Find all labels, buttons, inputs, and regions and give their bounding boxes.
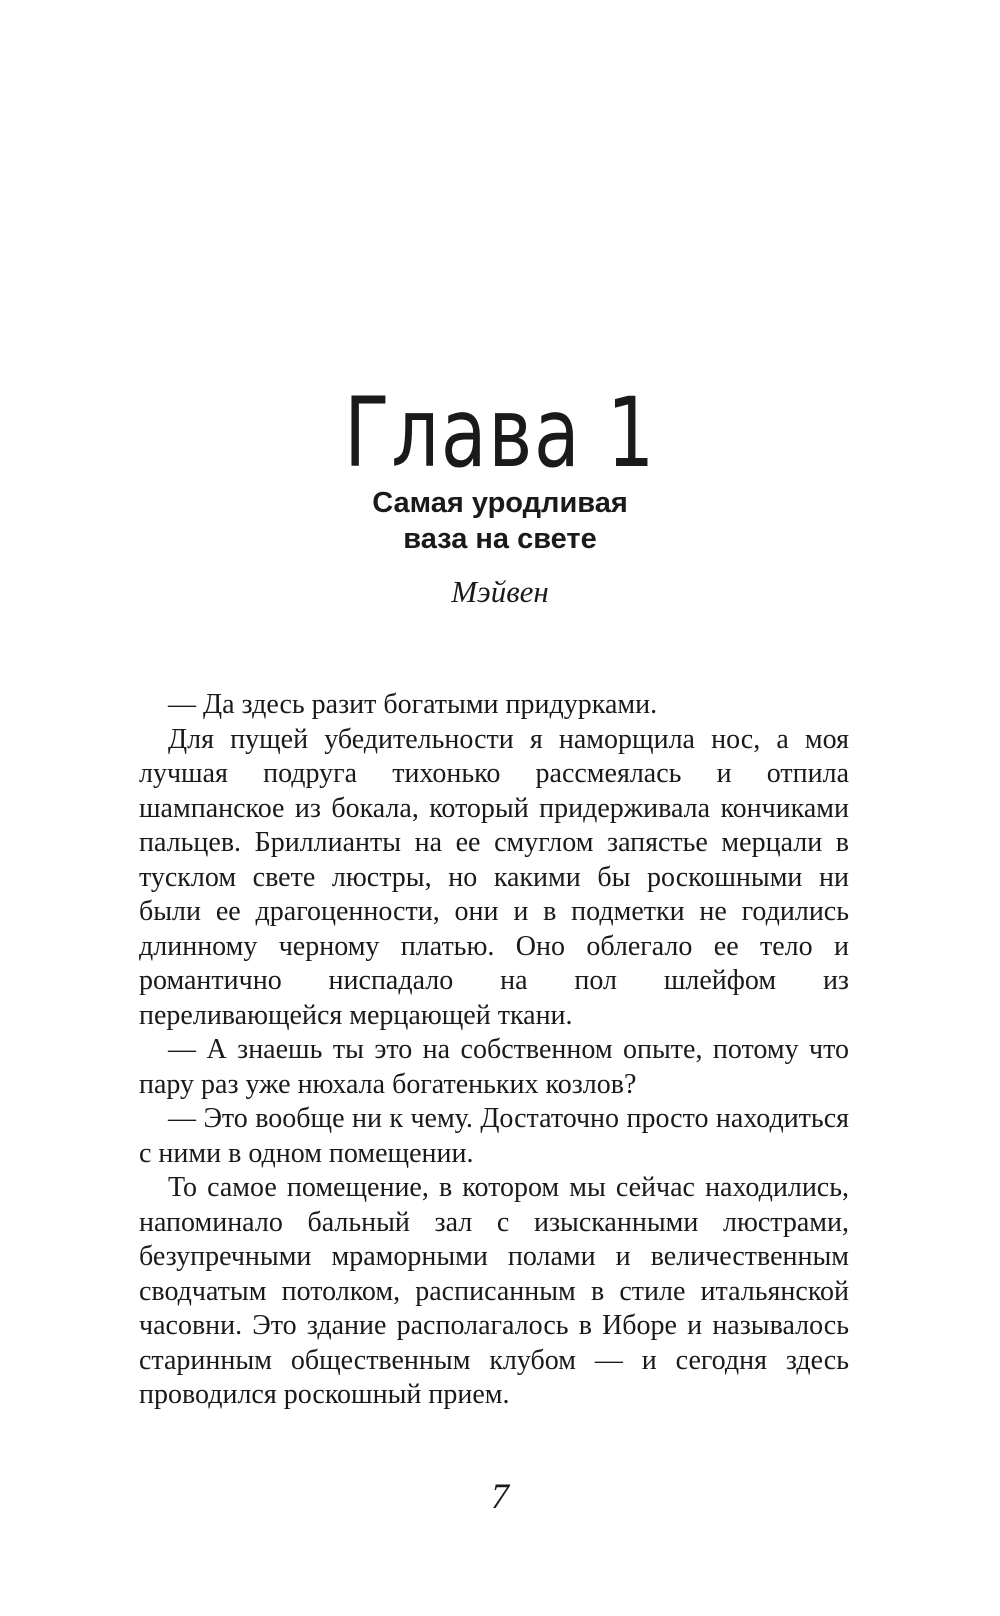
paragraph-2: Для пущей убедительности я наморщила нос, а моя лучшая подруга тихонько рассмеялась и отпила шампанское из бокала, который придерживала кончиками пальцев. Бриллианты на ее смуглом запястье мерцали в тусклом свете люстры, но какими бы роскошными ни были ее драгоценности, они и в подметки не годились длинному черному платью. Оно облегало ее тело и романтично ниспадало на пол шлейфом из переливающейся мерцающей ткани. <box>139 723 849 1031</box>
chapter-heading: Глава 1 <box>344 377 656 489</box>
paragraph-3: — А знаешь ты это на собственном опыте, потому что пару раз уже нюхала богатеньких козлов? <box>139 1034 849 1100</box>
chapter-title-line-2: ваза на свете <box>403 523 597 555</box>
chapter-narrator: Мэйвен <box>451 574 549 609</box>
body-text <box>139 688 849 1413</box>
chapter-title-line-1: Самая уродливая <box>372 487 628 519</box>
paragraph-5: То самое помещение, в котором мы сейчас находились, напоминало бальный зал с изысканными люстрами, безупречными мраморными полами и величественным сводчатым потолком, расписанным в стиле итальянской часовни. Это здание располагалось в Иборе и называлось старинным общественным клубом — и сегодня здесь проводился роскошный прием. <box>139 1172 849 1410</box>
paragraph-4: — Это вообще ни к чему. Достаточно просто находиться с ними в одном помещении. <box>139 1103 849 1169</box>
chapter-title <box>0 485 1000 557</box>
paragraph-1: — Да здесь разит богатыми придурками. <box>168 689 658 720</box>
page-number: 7 <box>491 1476 509 1516</box>
